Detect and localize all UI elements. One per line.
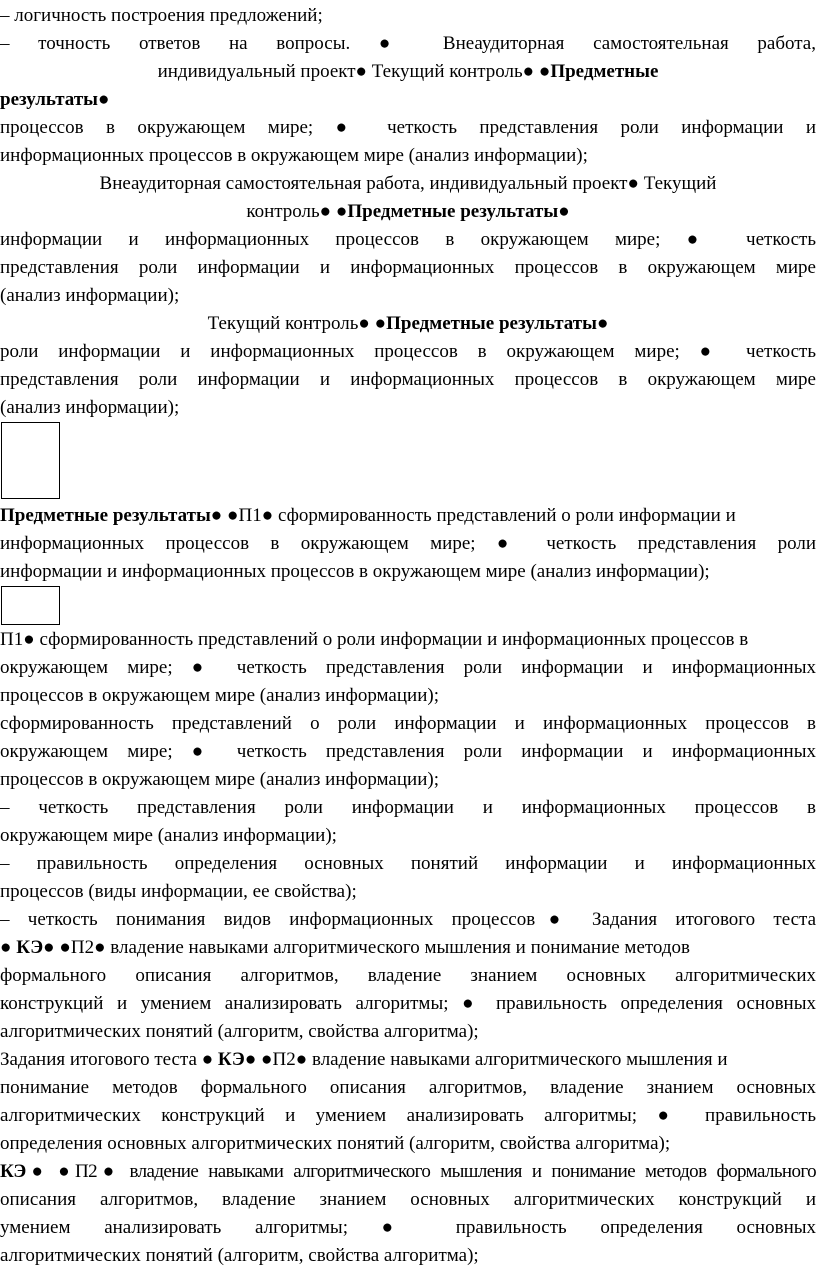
text-line: определения основных алгоритмических понятий (алгоритм, свойства алгоритма); xyxy=(0,1133,671,1154)
text-line: (анализ информации); xyxy=(0,285,180,306)
text-line: умением анализировать алгоритмы; ● правильность определения основных xyxy=(0,1217,816,1238)
text-line: – четкость понимания видов информационных процессов● Задания итогового теста xyxy=(0,909,816,930)
text-line: описания алгоритмов, владение знанием основных алгоритмических конструкций и xyxy=(0,1189,816,1210)
text-line: представления роли информации и информационных процессов в окружающем мире xyxy=(0,369,816,390)
text-line: процессов (виды информации, ее свойства); xyxy=(0,881,357,902)
text-line: П1● сформированность представлений о роли информации и информационных процессов в xyxy=(0,629,749,650)
text-line: контроль● ●Предметные результаты● xyxy=(246,201,570,222)
text-line: роли информации и информационных процессов в окружающем мире; ● четкость xyxy=(0,341,816,362)
text-line: Предметные результаты● ●П1● сформированность представлений о роли информации и xyxy=(0,505,736,526)
text-line: КЭ● ●П2● владение навыками алгоритмического мышления и понимание методов формального xyxy=(0,1161,816,1182)
empty-box xyxy=(1,586,60,625)
text-line: Текущий контроль● ●Предметные результаты● xyxy=(207,313,609,334)
empty-box xyxy=(1,422,60,499)
text-line: ● КЭ● ●П2● владение навыками алгоритмического мышления и понимание методов xyxy=(0,937,691,958)
text-line: информационных процессов в окружающем мире; ● четкость представления роли xyxy=(0,533,816,554)
text-line: информации и информационных процессов в окружающем мире; ● четкость xyxy=(0,229,816,250)
text-line: – четкость представления роли информации и информационных процессов в xyxy=(0,797,816,818)
text-line: – логичность построения предложений; xyxy=(0,5,323,26)
text-line: представления роли информации и информационных процессов в окружающем мире xyxy=(0,257,816,278)
text-line: окружающем мире; ● четкость представления роли информации и информационных xyxy=(0,741,816,762)
text-line: Внеаудиторная самостоятельная работа, индивидуальный проект● Текущий xyxy=(99,173,717,194)
text-line: (анализ информации); xyxy=(0,397,180,418)
text-line: процессов в окружающем мире (анализ информации); xyxy=(0,685,439,706)
text-line: алгоритмических понятий (алгоритм, свойства алгоритма); xyxy=(0,1245,479,1266)
text-line: алгоритмических понятий (алгоритм, свойства алгоритма); xyxy=(0,1021,479,1042)
text-line: алгоритмических конструкций и умением анализировать алгоритмы; ● правильность xyxy=(0,1105,816,1126)
text-line: окружающем мире (анализ информации); xyxy=(0,825,337,846)
text-line: – правильность определения основных понятий информации и информационных xyxy=(0,853,816,874)
text-line: окружающем мире; ● четкость представления роли информации и информационных xyxy=(0,657,816,678)
text-line: информации и информационных процессов в окружающем мире (анализ информации); xyxy=(0,561,710,582)
text-line: процессов в окружающем мире (анализ информации); xyxy=(0,769,439,790)
text-line: сформированность представлений о роли информации и информационных процессов в xyxy=(0,713,816,734)
text-line: информационных процессов в окружающем мире (анализ информации); xyxy=(0,145,588,166)
text-line: – точность ответов на вопросы. ● Внеаудиторная самостоятельная работа, xyxy=(0,33,816,54)
text-line: конструкций и умением анализировать алгоритмы; ● правильность определения основных xyxy=(0,993,816,1014)
text-line: процессов в окружающем мире; ● четкость представления роли информации и xyxy=(0,117,816,138)
text-line: результаты● xyxy=(0,89,110,110)
text-line: понимание методов формального описания алгоритмов, владение знанием основных xyxy=(0,1077,816,1098)
text-line: формального описания алгоритмов, владение знанием основных алгоритмических xyxy=(0,965,816,986)
text-line: Задания итогового теста ● КЭ● ●П2● владение навыками алгоритмического мышления и xyxy=(0,1049,728,1070)
text-line: индивидуальный проект● Текущий контроль● ●Предметные xyxy=(157,61,659,82)
